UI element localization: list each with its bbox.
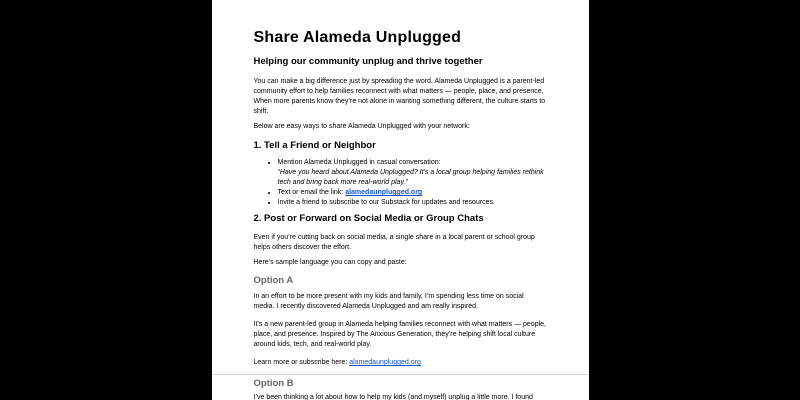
intro-paragraph: You can make a big difference just by spreading the word. Alameda Unplugged is a parent-led community effort to help families reconnect with what matters — people, place, and presence. When more parents know they’re not alone in wanting something different, the culture starts to shift.	[253, 78, 546, 115]
bullet-3-text: Invite a friend to subscribe to our Substack for updates and resources.	[277, 199, 496, 206]
bullet-1-quote: “Have you heard about Alameda Unplugged? It’s a local group helping families rethink tech and bring back more real-world play.”	[277, 169, 544, 186]
option-a-heading: Option A	[253, 275, 294, 286]
option-b-paragraph-1: I’ve been thinking a lot about how to help my kids (and myself) unplug a little more. I found	[253, 394, 533, 400]
document-subtitle: Helping our community unplug and thrive together	[253, 56, 483, 67]
list-item	[278, 158, 547, 188]
section-2-paragraph: Even if you’re cutting back on social media, a single share in a local parent or school group helps others discover the effort.	[253, 234, 535, 251]
page-break-divider	[212, 374, 589, 375]
section-1-heading: 1. Tell a Friend or Neighbor	[253, 140, 376, 151]
bullet-1-text: Mention Alameda Unplugged in casual conversation:	[277, 159, 441, 166]
alamedaunplugged-link[interactable]: alamedaunplugged.org	[349, 359, 421, 366]
option-a-paragraph-2: It’s a new parent-led group in Alameda helping families reconnect with what matters — people, place, and presence. Inspired by The Anxious Generation, they’re helping shift local culture around kids, tech, and real-world play.	[253, 321, 546, 348]
option-a-paragraph-1: In an effort to be more present with my kids and family, I’m spending less time on social media. I recently discovered Alameda Unplugged and am really inspired.	[253, 293, 524, 310]
option-a-learn-more-line	[254, 358, 547, 368]
document-title: Share Alameda Unplugged	[253, 29, 462, 46]
intro-lead-in: Below are easy ways to share Alameda Unplugged with your network:	[253, 123, 470, 130]
option-b-heading: Option B	[253, 378, 294, 389]
document-page	[212, 0, 589, 400]
list-item	[278, 198, 547, 208]
section-2-heading: 2. Post or Forward on Social Media or Group Chats	[253, 213, 484, 224]
list-item	[278, 188, 547, 198]
bullet-2-text: Text or email the link:	[277, 189, 346, 196]
section-1-bullet-list	[254, 158, 547, 208]
alamedaunplugged-link[interactable]: alamedaunplugged.org	[345, 189, 423, 196]
sample-language-lead-in: Here’s sample language you can copy and paste:	[253, 259, 407, 266]
learn-more-text: Learn more or subscribe here:	[253, 359, 350, 366]
